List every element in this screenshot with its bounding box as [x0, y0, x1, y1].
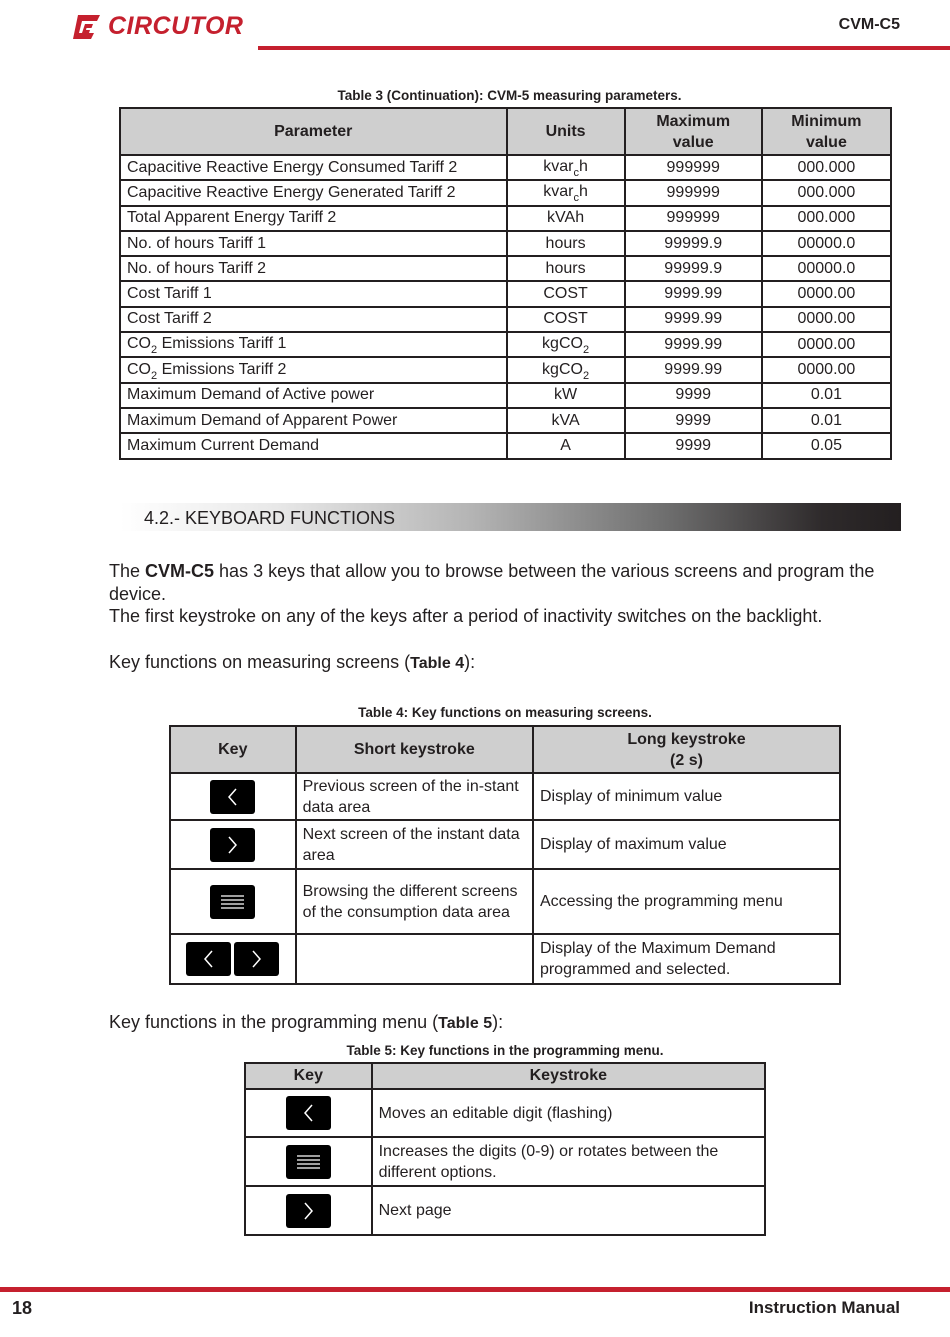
- footer-rule: [0, 1287, 950, 1292]
- key-button: [186, 942, 231, 976]
- table4-header-row: [170, 726, 840, 773]
- max-value-cell: 9999.99: [625, 307, 762, 332]
- table-row: [245, 1186, 765, 1235]
- min-value-cell: 0000.00: [762, 332, 891, 357]
- circutor-logo: [72, 10, 252, 46]
- header-max: Maximum value: [625, 108, 762, 155]
- header-units: Units: [507, 108, 625, 155]
- table4-reference: Key functions on measuring screens (Table 4):: [109, 652, 476, 672]
- units-cell: COST: [507, 281, 625, 306]
- max-value-cell: 9999.99: [625, 281, 762, 306]
- short-keystroke-cell: Browsing the different screens of the consumption data area: [296, 869, 533, 934]
- section-title: 4.2.- KEYBOARD FUNCTIONS: [144, 508, 396, 528]
- min-value-cell: 0.01: [762, 383, 891, 408]
- brand-name: CIRCUTOR: [108, 12, 244, 40]
- key-cell: [245, 1137, 372, 1186]
- key-cell: [170, 820, 296, 869]
- key-cell: [245, 1089, 372, 1137]
- table-row: [120, 256, 891, 281]
- max-value-cell: 9999.99: [625, 357, 762, 382]
- max-value-cell: 9999.99: [625, 332, 762, 357]
- table5-reference: Key functions in the programming menu (Table 5):: [109, 1012, 504, 1032]
- menu-lines-icon: [286, 1145, 331, 1179]
- menu-lines-icon: [210, 885, 255, 919]
- long-keystroke-cell: Accessing the programming menu: [533, 869, 840, 934]
- long-keystroke-cell: Display of minimum value: [533, 773, 840, 820]
- key-cell: [170, 773, 296, 820]
- table3-header-row: [120, 108, 891, 155]
- key-button: [286, 1145, 331, 1179]
- table-row: [120, 281, 891, 306]
- key-button: [210, 885, 255, 919]
- min-value-cell: 00000.0: [762, 231, 891, 256]
- header-key: Key: [245, 1063, 372, 1089]
- circutor-logo-icon: [72, 12, 102, 42]
- key-button: [234, 942, 279, 976]
- units-cell: kVAh: [507, 206, 625, 231]
- parameter-cell: Cost Tariff 1: [120, 281, 507, 306]
- header-min: Minimum value: [762, 108, 891, 155]
- key-cell: [245, 1186, 372, 1235]
- header-parameter: Parameter: [120, 108, 507, 155]
- parameter-cell: Maximum Current Demand: [120, 433, 507, 458]
- page-number: 18: [12, 1298, 33, 1318]
- max-value-cell: 99999.9: [625, 231, 762, 256]
- table-row: [170, 773, 840, 820]
- table-row: [120, 332, 891, 357]
- long-keystroke-cell: Display of the Maximum Demand programmed and selected.: [533, 934, 840, 984]
- chevron-left-icon: [286, 1096, 331, 1130]
- table3-measuring-parameters: [119, 107, 892, 460]
- units-cell: kgCO$_2$: [507, 357, 625, 382]
- parameter-cell: Total Apparent Energy Tariff 2: [120, 206, 507, 231]
- max-value-cell: 9999: [625, 408, 762, 433]
- parameter-cell: $CO_2$ Emissions Tariff 2: [120, 357, 507, 382]
- table3-caption: Table 3 (Continuation): CVM-5 measuring parameters.: [337, 88, 682, 103]
- table-row: [120, 307, 891, 332]
- table5-key-functions-programming: [244, 1062, 766, 1236]
- chevron-right-icon: [210, 828, 255, 862]
- keystroke-cell: Moves an editable digit (flashing): [372, 1089, 765, 1137]
- manual-title: Instruction Manual: [748, 1298, 900, 1317]
- table4-key-functions-measuring: [169, 725, 841, 985]
- units-cell: kvar$_c$h: [507, 155, 625, 180]
- max-value-cell: 999999: [625, 155, 762, 180]
- short-keystroke-cell: Previous screen of the in-stant data area: [296, 773, 533, 820]
- model-name: CVM-C5: [838, 16, 900, 33]
- chevron-right-icon: [286, 1194, 331, 1228]
- parameter-cell: No. of hours Tariff 2: [120, 256, 507, 281]
- min-value-cell: 0000.00: [762, 357, 891, 382]
- keystroke-cell: Increases the digits (0-9) or rotates between the different options.: [372, 1137, 765, 1186]
- key-button: [286, 1194, 331, 1228]
- table-row: [120, 383, 891, 408]
- units-cell: kW: [507, 383, 625, 408]
- table-row: [120, 433, 891, 458]
- parameter-cell: No. of hours Tariff 1: [120, 231, 507, 256]
- parameter-cell: $CO_2$ Emissions Tariff 1: [120, 332, 507, 357]
- min-value-cell: 00000.0: [762, 256, 891, 281]
- short-keystroke-cell: [296, 934, 533, 984]
- header-long-keystroke: Long keystroke (2 s): [533, 726, 840, 773]
- units-cell: hours: [507, 256, 625, 281]
- model-bold: CVM-C5: [145, 561, 215, 581]
- parameter-cell: Capacitive Reactive Energy Generated Tariff 2: [120, 180, 507, 205]
- table-row: [245, 1137, 765, 1186]
- max-value-cell: 99999.9: [625, 256, 762, 281]
- intro-paragraph: The CVM-C5 has 3 keys that allow you to browse between the various screens and program the device.: [109, 561, 875, 604]
- table-row: [245, 1089, 765, 1137]
- min-value-cell: 000.000: [762, 155, 891, 180]
- units-cell: kvar$_c$h: [507, 180, 625, 205]
- max-value-cell: 999999: [625, 206, 762, 231]
- long-keystroke-cell: Display of maximum value: [533, 820, 840, 869]
- table-row: [120, 206, 891, 231]
- key-button: [210, 828, 255, 862]
- header-keystroke: Keystroke: [372, 1063, 765, 1089]
- key-cell: [170, 869, 296, 934]
- max-value-cell: 9999: [625, 433, 762, 458]
- short-keystroke-cell: Next screen of the instant data area: [296, 820, 533, 869]
- header-key: Key: [170, 726, 296, 773]
- keystroke-cell: Next page: [372, 1186, 765, 1235]
- table5-caption: Table 5: Key functions in the programming menu.: [346, 1043, 664, 1058]
- units-cell: COST: [507, 307, 625, 332]
- chevron-left-icon: [210, 780, 255, 814]
- max-value-cell: 9999: [625, 383, 762, 408]
- min-value-cell: 0.01: [762, 408, 891, 433]
- max-value-cell: 999999: [625, 180, 762, 205]
- header-rule: [258, 46, 950, 50]
- parameter-cell: Capacitive Reactive Energy Consumed Tariff 2: [120, 155, 507, 180]
- chevron-left-icon: [186, 942, 231, 976]
- table-row: [120, 408, 891, 433]
- table-row: [170, 869, 840, 934]
- units-cell: kVA: [507, 408, 625, 433]
- units-cell: hours: [507, 231, 625, 256]
- min-value-cell: 0000.00: [762, 307, 891, 332]
- min-value-cell: 000.000: [762, 180, 891, 205]
- header-short-keystroke: Short keystroke: [296, 726, 533, 773]
- table-row: [120, 155, 891, 180]
- backlight-paragraph: The first keystroke on any of the keys after a period of inactivity switches on the backlight.: [109, 606, 823, 626]
- table4-caption: Table 4: Key functions on measuring screens.: [358, 705, 652, 720]
- table5-header-row: [245, 1063, 765, 1089]
- parameter-cell: Maximum Demand of Apparent Power: [120, 408, 507, 433]
- parameter-cell: Cost Tariff 2: [120, 307, 507, 332]
- table-row: [120, 231, 891, 256]
- min-value-cell: 0.05: [762, 433, 891, 458]
- min-value-cell: 0000.00: [762, 281, 891, 306]
- key-button: [286, 1096, 331, 1130]
- units-cell: kgCO$_2$: [507, 332, 625, 357]
- units-cell: A: [507, 433, 625, 458]
- table-row: [170, 934, 840, 984]
- table-row: [120, 357, 891, 382]
- key-button: [210, 780, 255, 814]
- key-cell: [170, 934, 296, 984]
- min-value-cell: 000.000: [762, 206, 891, 231]
- table-row: [170, 820, 840, 869]
- parameter-cell: Maximum Demand of Active power: [120, 383, 507, 408]
- chevron-right-icon: [234, 942, 279, 976]
- table-row: [120, 180, 891, 205]
